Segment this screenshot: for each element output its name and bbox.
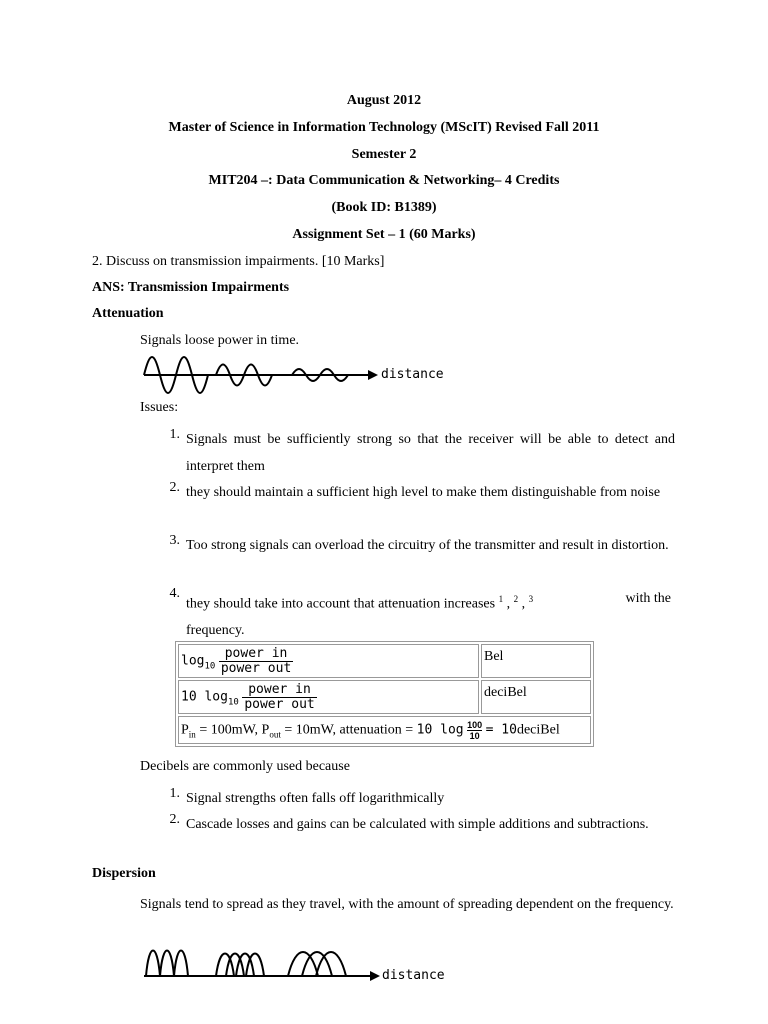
attenuation-intro: Signals loose power in time.	[140, 333, 300, 348]
list-text: Cascade losses and gains can be calculated with simple additions and subtractions.	[186, 817, 649, 832]
list-text: Signal strengths often falls off logarithmically	[186, 791, 445, 806]
list-number: 3.	[169, 533, 180, 548]
list-text: they should take into account that attenuation increases $^1$ , $^2$ , $^3$ with the frequency.	[186, 591, 671, 639]
header-semester: Semester 2	[351, 147, 417, 162]
list-text: they should maintain a sufficient high level to make them distinguishable from noise	[186, 485, 661, 500]
list-number: 1.	[169, 786, 180, 801]
list-number: 2.	[169, 812, 180, 827]
decibel-formula-cell: 10 $\log_{10}$ $\frac{\text{power in}}{\text{power out}}$	[178, 680, 479, 714]
list-number: 1.	[169, 427, 180, 442]
answer-heading: ANS: Transmission Impairments	[92, 280, 290, 295]
attenuation-distance-label: distance	[381, 367, 444, 382]
attenuation-table	[175, 641, 594, 747]
dispersion-figure	[140, 940, 450, 988]
header-book-id: (Book ID: B1389)	[331, 200, 437, 215]
bel-unit-cell: Bel	[481, 644, 591, 678]
header-program: Master of Science in Information Technology (MScIT) Revised Fall 2011	[168, 120, 600, 135]
list-text: Signals must be sufficiently strong so that the receiver will be able to detect and interpret them	[186, 432, 675, 474]
header-assignment: Assignment Set – 1 (60 Marks)	[292, 227, 476, 242]
header-course: MIT204 –: Data Communication & Networking– 4 Credits	[208, 173, 560, 188]
table-row	[178, 716, 591, 744]
spreading-pulses	[216, 954, 264, 977]
power-ratio-fraction: $\frac{\text{power in}}{\text{power out}}$	[220, 645, 292, 676]
ratio-fraction: $\frac{100}{10}$	[467, 719, 483, 741]
decibel-unit-cell: deciBel	[481, 680, 591, 714]
dispersion-distance-label: distance	[382, 968, 445, 983]
list-number: 4.	[169, 586, 180, 601]
attenuation-heading: Attenuation	[92, 306, 164, 321]
distance-arrow-head	[368, 370, 378, 380]
power-ratio-fraction: $\frac{\text{power in}}{\text{power out}}$	[244, 681, 315, 712]
attenuation-figure	[140, 355, 450, 395]
decibels-intro: Decibels are commonly used because	[140, 759, 350, 774]
list-text: Too strong signals can overload the circuitry of the transmitter and result in distortion.	[186, 538, 669, 553]
bel-formula-cell: $\log_{10}$ $\frac{\text{power in}}{\text{power out}}$	[178, 644, 479, 678]
wide-pulses	[288, 952, 346, 976]
header-date: August 2012	[346, 93, 422, 108]
list-number: 2.	[169, 480, 180, 495]
dispersion-text: Signals tend to spread as they travel, with the amount of spreading dependent on the frequency.	[140, 897, 674, 912]
table-row	[178, 680, 591, 714]
question-text: 2. Discuss on transmission impairments. [10 Marks]	[92, 254, 385, 269]
table-row	[178, 644, 591, 678]
narrow-pulses	[146, 951, 188, 977]
issues-label: Issues:	[140, 400, 179, 415]
dispersion-heading: Dispersion	[92, 866, 156, 881]
distance-arrow-head	[370, 971, 380, 981]
example-calculation-cell: $P_{in} = 100mW$, $P_{out} = 10mW$, attenuation = 10 log $\frac{100}{10}$ = 10deciBel	[178, 716, 591, 744]
